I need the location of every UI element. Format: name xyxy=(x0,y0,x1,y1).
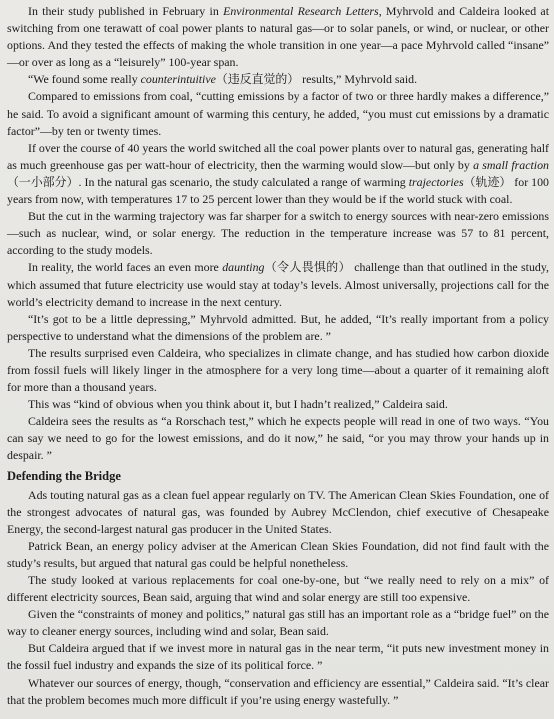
text-run: This was “kind of obvious when you think about it, but I hadn’t realized,” Caldeira said. xyxy=(28,397,448,412)
paragraph-s6 xyxy=(7,675,549,709)
italic-term: counterintuitive xyxy=(140,72,216,87)
text-run: “It’s got to be a little depressing,” Myhrvold admitted. But, he added, “It’s really important from a policy perspective to understand what the dimensions of the problem are. ” xyxy=(7,311,549,343)
paragraph-s4 xyxy=(7,606,549,640)
section-body xyxy=(7,487,549,709)
text-run: Patrick Bean, an energy policy adviser at the American Clean Skies Foundation, did not find fault with the study’s results, but argued that natural gas could be helpful nonetheless. xyxy=(7,538,549,570)
text-run: （轨迹） for 100 years from now, with temperatures 17 to 25 percent lower than they would be if the world stuck with coal. xyxy=(7,174,549,207)
text-run: Caldeira sees the results as “a Rorschach test,” which he expects people will read in one of two ways. “You can say we need to go for the lowest emissions, and do it now,” he said, “or you may throw your hands up in despair. ” xyxy=(7,414,549,463)
text-run: Compared to emissions from coal, “cutting emissions by a factor of two or three hardly makes a difference,” he said. To avoid a significant amount of warming this century, he added, “you must cut emissions by a dramatic factor”—by ten or twenty times. xyxy=(7,89,549,138)
italic-term: a small fraction xyxy=(473,157,549,172)
paragraph-p6 xyxy=(7,259,549,310)
paragraph-p1 xyxy=(7,3,549,71)
paragraph-p10 xyxy=(7,413,549,464)
text-run: “We found some really xyxy=(28,72,141,87)
paragraph-s2 xyxy=(7,538,549,572)
text-run: In reality, the world faces an even more xyxy=(28,260,223,275)
section-heading: Defending the Bridge xyxy=(7,468,121,483)
text-run: （令人畏惧的） challenge than that outlined in the study, which assumed that future electricity use would stay at today’s levels. Almost universally, projections call for the world’s electricity demand to increase in the next century. xyxy=(7,260,549,309)
paragraph-p9 xyxy=(7,396,549,413)
paragraph-p5 xyxy=(7,208,549,259)
text-run: , Myhrvold and Caldeira looked at switching from one terawatt of coal power plants to natural gas—or to solar panels, or wind, or nuclear, or other options. And they tested the effects of making the whole transition in one year—a pace Myhrvold called “insane” —or over as long as a “leisurely” 100-year span. xyxy=(7,4,549,70)
paragraph-s3 xyxy=(7,572,549,606)
italic-term: daunting xyxy=(222,260,265,275)
paragraph-p8 xyxy=(7,345,549,396)
text-run: But Caldeira argued that if we invest more in natural gas in the near term, “it puts new investment money in the fossil fuel industry and expands the size of its political force. ” xyxy=(7,641,549,673)
text-run: But the cut in the warming trajectory was far sharper for a switch to energy sources with near-zero emissions—such as nuclear, wind, or solar energy. The reduction in the temperature increase was 57 to 81 percent, according to the study models. xyxy=(7,209,549,258)
text-run: （一小部分）. In the natural gas scenario, the study calculated a range of warming xyxy=(7,174,409,189)
paragraph-p4 xyxy=(7,140,549,208)
paragraph-p7 xyxy=(7,311,549,345)
text-run: （违反直觉的） results,” Myhrvold said. xyxy=(215,72,418,87)
text-run: The study looked at various replacements for coal one-by-one, but “we really need to rely on a mix” of different electricity sources, Bean said, arguing that wind and solar energy are still too expensive. xyxy=(7,573,549,605)
text-run: Ads touting natural gas as a clean fuel appear regularly on TV. The American Clean Skies Foundation, one of the strongest advocates of natural gas, was founded by Aubrey McClendon, chief executive of Chesapeake Energy, the second-largest natural gas producer in the United States. xyxy=(7,487,549,536)
text-run: Given the “constraints of money and politics,” natural gas still has an important role as a “bridge fuel” on the way to cleaner energy sources, including wind and solar, Bean said. xyxy=(7,607,549,639)
text-run: Whatever our sources of energy, though, “conservation and efficiency are essential,” Caldeira said. “It’s clear that the problem becomes much more difficult if you’re using energy wastefully. ” xyxy=(7,675,549,707)
text-run: If over the course of 40 years the world switched all the coal power plants over to natural gas, generating half as much greenhouse gas per watt-hour of electricity, then the warming would slow—but only by xyxy=(7,140,549,172)
italic-term: Environmental Research Letters xyxy=(223,4,379,18)
text-run: The results surprised even Caldeira, who specializes in climate change, and has studied how carbon dioxide from fossil fuels will likely linger in the atmosphere for a very long time—about a quarter of it remaining aloft for more than a thousand years. xyxy=(7,345,549,395)
text-run: In their study published in February in xyxy=(28,4,224,18)
italic-term: trajectories xyxy=(408,174,464,189)
paragraph-p3 xyxy=(7,88,549,139)
paragraph-p2 xyxy=(7,71,549,88)
paragraph-s1 xyxy=(7,487,549,538)
article-body xyxy=(7,3,549,465)
paragraph-s5 xyxy=(7,640,549,674)
